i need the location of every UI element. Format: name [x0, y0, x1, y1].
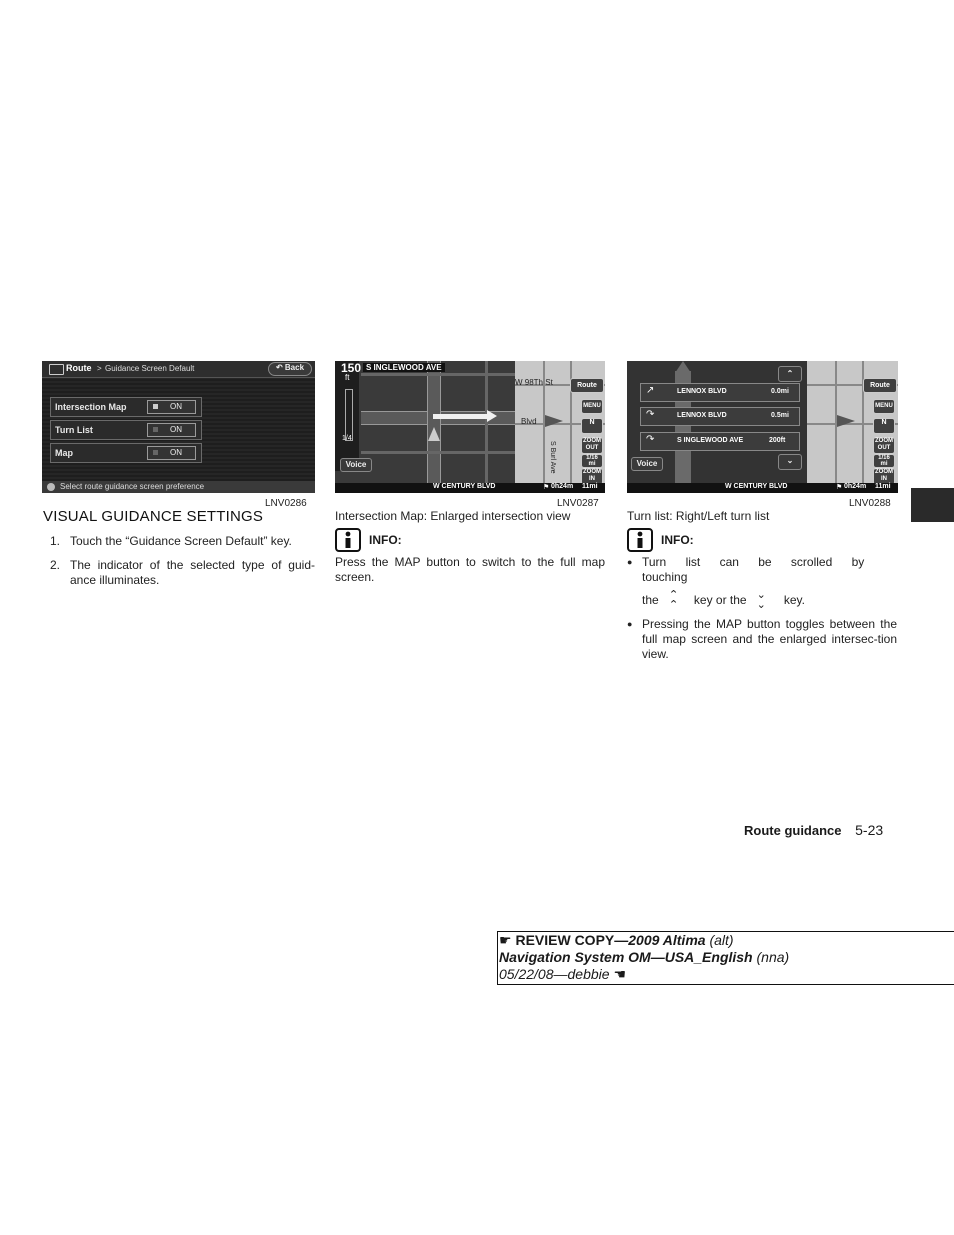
section-heading: VISUAL GUIDANCE SETTINGS: [43, 508, 264, 525]
toggle-value: ON: [170, 402, 182, 411]
toggle-value: ON: [170, 425, 182, 434]
status-bar: [42, 481, 315, 493]
route-key[interactable]: [570, 378, 604, 393]
turn-row[interactable]: [640, 383, 800, 402]
indicator-icon: [153, 404, 158, 409]
list-item: [50, 558, 315, 588]
distance-remaining: 11mi: [582, 483, 598, 490]
chevron-down-icon: ⌄: [786, 456, 794, 465]
vehicle-icon: [837, 415, 855, 427]
map-street-label: S Burl Ave: [549, 441, 556, 474]
zoom-in-label: ZOOM IN: [583, 469, 601, 482]
map-street-label: W 98Th St: [515, 378, 553, 387]
route-key[interactable]: [863, 378, 897, 393]
menu-key-label: MENU: [875, 403, 893, 409]
bullet-text: key.: [783, 592, 805, 607]
row-label: Turn List: [55, 425, 93, 435]
route-arrow-head: [487, 410, 497, 422]
info-icon: [47, 483, 55, 491]
bullet-line: [642, 555, 897, 585]
double-chevron-down-icon: ⌄ ⌄: [756, 589, 766, 611]
bullet-line: [642, 590, 897, 610]
double-chevron-up-icon: ⌃ ⌃: [668, 589, 679, 611]
voice-button[interactable]: [340, 458, 372, 472]
fraction-label: 1/4: [342, 435, 352, 442]
bullet-text: key or the: [693, 592, 747, 607]
model-name: 2009 Altima: [628, 932, 706, 948]
figure-caption: Turn list: Right/Left turn list: [627, 509, 770, 523]
flag-icon: ⚑: [836, 484, 843, 491]
status-text: Select route guidance screen preference: [60, 482, 205, 491]
info-bullets: [627, 555, 897, 669]
turn-street: S INGLEWOOD AVE: [677, 437, 744, 444]
progress-gauge: [345, 389, 353, 441]
indicator-icon: [153, 427, 158, 432]
map-street-label: Blvd: [521, 417, 537, 426]
page-number: 5-23: [855, 822, 884, 838]
turn-right-icon: ↷: [646, 434, 655, 445]
road: [485, 361, 488, 483]
zoom-out-key[interactable]: [873, 437, 895, 454]
review-line-1: [499, 932, 954, 949]
bottom-street: W CENTURY BLVD: [433, 483, 496, 490]
settings-row-map[interactable]: [50, 443, 202, 463]
turn-street: LENNOX BLVD: [677, 412, 727, 419]
scale-label: 1/16 mi: [586, 455, 598, 467]
settings-row-intersection-map[interactable]: [50, 397, 202, 417]
back-button[interactable]: [268, 362, 312, 376]
pointing-hand-icon: ☛: [499, 932, 512, 948]
back-label: Back: [284, 363, 305, 372]
toggle-value: ON: [170, 448, 182, 457]
crumb-main: Route: [66, 363, 92, 373]
step-text: The indicator of the selected type of guid-ance illuminates.: [70, 558, 315, 587]
scroll-up-button[interactable]: [778, 366, 802, 382]
back-arrow-icon: ↶: [275, 363, 283, 372]
bullet-text: ● Turn list can be scrolled by touching: [642, 555, 865, 584]
vehicle-icon: [545, 415, 563, 427]
distance-remaining: 11mi: [875, 483, 891, 490]
chapter-tab: [911, 488, 954, 522]
vehicle-icon: [428, 427, 440, 441]
manual-title: Navigation System OM—USA_English: [499, 949, 753, 965]
figure-code: LNV0287: [557, 498, 599, 509]
pointing-hand-left-icon: ☚: [613, 966, 626, 982]
north-icon: N: [589, 419, 595, 426]
step-text: Touch the “Guidance Screen Default” key.: [70, 534, 292, 548]
turn-distance: 0.0mi: [771, 388, 789, 395]
scale-indicator: [873, 454, 895, 468]
compass-key[interactable]: [581, 418, 603, 434]
info-heading: [335, 528, 402, 552]
street-top: S INGLEWOOD AVE: [363, 363, 445, 372]
page-footer: [744, 822, 883, 838]
bullet-text: Pressing the MAP button toggles between the full map screen and the enlarged intersec-tion view.: [642, 617, 897, 661]
review-line-2: [499, 949, 954, 966]
model-code: (alt): [709, 932, 734, 948]
on-toggle[interactable]: [147, 423, 196, 437]
info-icon: [335, 528, 361, 552]
row-label: Map: [55, 448, 73, 458]
bottom-status-bar: [335, 483, 605, 493]
zoom-out-label: ZOOM OUT: [875, 438, 893, 451]
step-number: 1.: [50, 534, 61, 548]
info-text: Press the MAP button to switch to the full map screen.: [335, 555, 605, 584]
bottom-status-bar: [627, 483, 898, 493]
step-number: 2.: [50, 558, 61, 572]
menu-key[interactable]: [873, 399, 895, 414]
screenshot-intersection-map: [335, 361, 605, 493]
route-key-label: Route: [870, 382, 890, 389]
figure-caption: Intersection Map: Enlarged intersection view: [335, 509, 571, 523]
bullet-text: the: [642, 592, 659, 607]
turn-street: LENNOX BLVD: [677, 388, 727, 395]
list-item: [50, 534, 315, 549]
route-arrow: [433, 414, 489, 419]
bottom-street: W CENTURY BLVD: [725, 483, 788, 490]
road: [361, 373, 515, 376]
north-icon: N: [881, 419, 887, 426]
voice-button[interactable]: [631, 457, 663, 471]
turn-row[interactable]: [640, 432, 800, 451]
road: [361, 451, 515, 454]
voice-label: Voice: [636, 459, 658, 468]
zoom-in-label: ZOOM IN: [875, 469, 893, 482]
crumb-sub: Guidance Screen Default: [105, 364, 195, 373]
distance-unit: ft: [345, 373, 350, 382]
turn-right-icon: ↗: [646, 385, 655, 396]
review-label: REVIEW COPY—: [515, 932, 629, 948]
info-heading: [627, 528, 694, 552]
road: [427, 361, 441, 483]
flag-icon: ⚑: [543, 484, 550, 491]
turn-distance: 200ft: [769, 437, 786, 444]
distance-bar: [335, 361, 362, 471]
route-icon: [49, 364, 64, 375]
scroll-down-button[interactable]: [778, 454, 802, 470]
scale-indicator: [581, 454, 603, 468]
zoom-out-label: ZOOM OUT: [583, 438, 601, 451]
indicator-icon: [153, 450, 158, 455]
section-title: Route guidance: [744, 823, 842, 838]
row-label: Intersection Map: [55, 402, 127, 412]
steps-list: [50, 534, 315, 597]
info-label: INFO:: [369, 533, 402, 547]
menu-key-label: MENU: [583, 403, 601, 409]
route-key-label: Route: [577, 382, 597, 389]
review-copy-box: [497, 931, 954, 985]
review-date: 05/22/08—debbie: [499, 966, 610, 982]
screenshot-guidance-screen-default: [42, 361, 315, 493]
turn-row[interactable]: [640, 407, 800, 426]
figure-code: LNV0286: [265, 498, 307, 509]
crumb-separator: >: [97, 364, 102, 373]
manual-code: (nna): [756, 949, 790, 965]
eta: 0h24m: [844, 483, 867, 490]
route-arrow-head: [675, 361, 691, 373]
figure-code: LNV0288: [849, 498, 891, 509]
chevron-up-icon: ⌃: [786, 369, 794, 378]
voice-label: Voice: [345, 460, 367, 469]
screenshot-turn-list: [627, 361, 898, 493]
turn-distance: 0.5mi: [771, 412, 789, 419]
settings-row-turn-list[interactable]: [50, 420, 202, 440]
zoom-out-key[interactable]: [581, 437, 603, 454]
on-toggle[interactable]: [147, 446, 196, 460]
info-label: INFO:: [661, 533, 694, 547]
info-icon: [627, 528, 653, 552]
review-line-3: [499, 966, 954, 983]
list-item: [627, 617, 897, 662]
eta: 0h24m: [551, 483, 574, 490]
on-toggle[interactable]: [147, 400, 196, 414]
list-item: [627, 555, 897, 610]
distance-value: 150: [341, 361, 362, 375]
compass-key[interactable]: [873, 418, 895, 434]
scale-label: 1/16 mi: [878, 455, 890, 467]
menu-key[interactable]: [581, 399, 603, 414]
turn-right-icon: ↷: [646, 409, 655, 420]
